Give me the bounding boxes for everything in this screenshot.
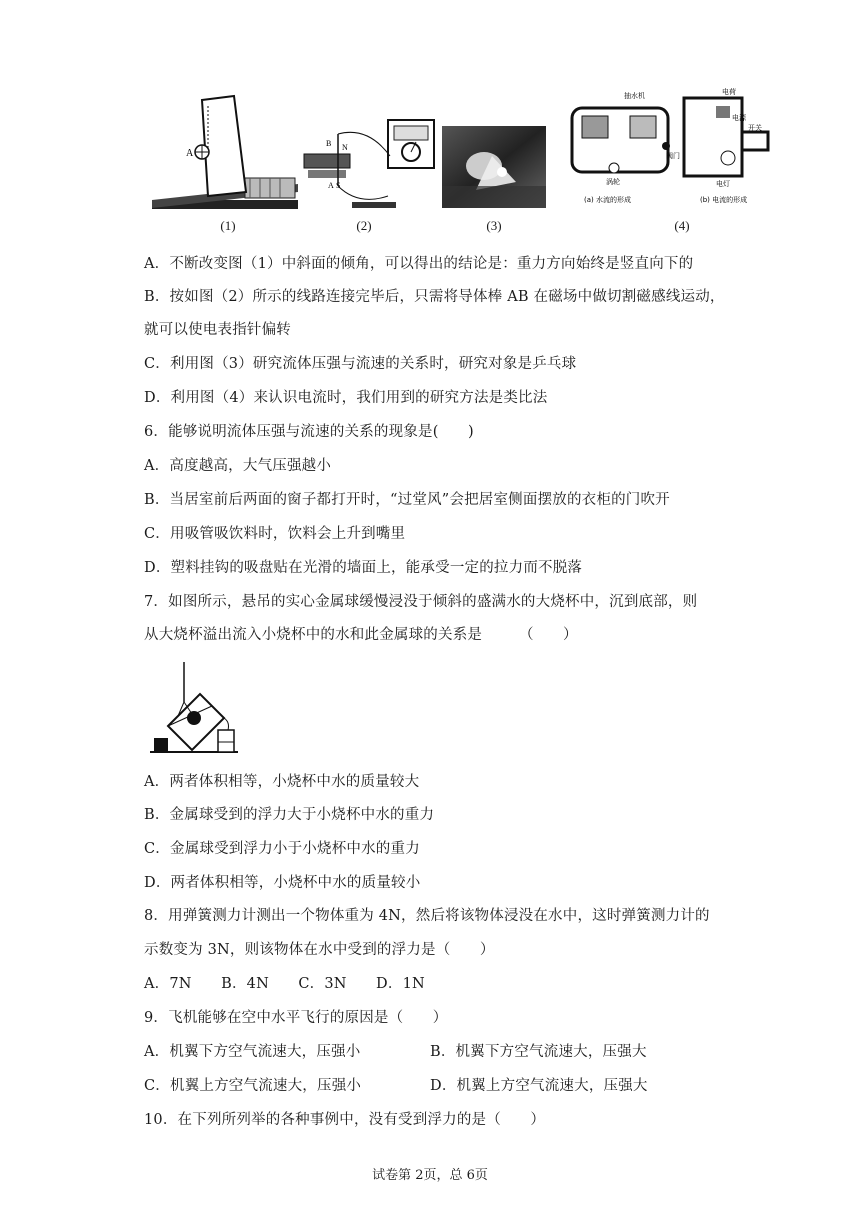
q9-stem: 9．飞机能够在空中水平飞行的原因是（ ）	[144, 1010, 448, 1026]
figure-2-galvanometer	[298, 116, 438, 216]
q9-option-b: B．机翼下方空气流速大，压强大	[430, 1044, 647, 1060]
q5-option-b-line1: B．按如图（2）所示的线路连接完毕后，只需将导体棒 AB 在磁场中做切割磁感线运动，	[144, 289, 725, 305]
q9-option-d: D．机翼上方空气流速大，压强大	[430, 1078, 648, 1094]
fig4a-caption: (a) 水流的形成	[584, 196, 631, 204]
fig1-point-label: A	[186, 148, 194, 159]
q5-option-d: D．利用图（4）来认识电流时，我们用到的研究方法是类比法	[144, 390, 548, 406]
figure-4-label: (4)	[674, 218, 690, 233]
q6-stem: 6．能够说明流体压强与流速的关系的现象是( )	[144, 424, 474, 440]
q8-stem-line1: 8．用弹簧测力计测出一个物体重为 4N，然后将该物体浸没在水中，这时弹簧测力计的	[144, 908, 710, 924]
fig4a-pump-label: 抽水机	[624, 92, 645, 100]
fig4b-switch-label: 开关	[748, 124, 762, 132]
q10-stem: 10．在下列所列举的各种事例中，没有受到浮力的是（ ）	[144, 1112, 546, 1128]
figure-1-incline	[150, 92, 300, 217]
q6-option-a: A．高度越高，大气压强越小	[144, 458, 332, 474]
figure-3-label: (3)	[486, 218, 502, 233]
fig2-label-a: A	[328, 181, 334, 190]
q5-option-a: A．不断改变图（1）中斜面的倾角，可以得出的结论是：重力方向始终是竖直向下的	[144, 256, 694, 272]
q8-stem-line2: 示数变为 3N，则该物体在水中受到的浮力是（ ）	[144, 942, 495, 958]
fig4a-valve-label: 阀门	[666, 152, 680, 160]
q7-stem-line2: 从大烧杯溢出流入小烧杯中的水和此金属球的关系是 （ ）	[144, 627, 578, 643]
fig4b-charge-label: 电荷	[722, 88, 736, 96]
q9-option-a: A．机翼下方空气流速大，压强小	[144, 1044, 361, 1060]
figure-2-label: (2)	[356, 218, 372, 233]
fig4b-caption: (b) 电流的形成	[700, 196, 748, 204]
fig4b-lamp-label: 电灯	[716, 180, 730, 188]
q6-option-c: C．用吸管吸饮料时，饮料会上升到嘴里	[144, 526, 406, 542]
q5-option-b-line2: 就可以使电表指针偏转	[144, 322, 291, 338]
figure-3-photo	[442, 126, 546, 208]
q7-option-d: D．两者体积相等，小烧杯中水的质量较小	[144, 875, 421, 891]
q7-option-c: C．金属球受到浮力小于小烧杯中水的重力	[144, 841, 420, 857]
figure-1-label: (1)	[220, 218, 236, 233]
q7-option-b: B．金属球受到的浮力大于小烧杯中水的重力	[144, 807, 435, 823]
figure-4-analogy	[566, 86, 778, 214]
fig4a-turbine-label: 涡轮	[606, 178, 620, 186]
q9-option-c: C．机翼上方空气流速大，压强小	[144, 1078, 362, 1094]
fig2-label-b: B	[326, 139, 332, 148]
q6-option-d: D．塑料挂钩的吸盘贴在光滑的墙面上，能承受一定的拉力而不脱落	[144, 560, 583, 576]
figure-strip	[0, 0, 860, 245]
q8-options: A．7N B．4N C．3N D．1N	[144, 976, 425, 992]
q5-option-c: C．利用图（3）研究流体压强与流速的关系时，研究对象是乒乓球	[144, 356, 577, 372]
fig4b-source-label: 电源	[732, 114, 746, 122]
q7-figure-beaker	[150, 660, 240, 754]
q6-option-b: B．当居室前后两面的窗子都打开时，“过堂风”会把居室侧面摆放的衣柜的门吹开	[144, 492, 670, 508]
fig2-label-n: N	[342, 143, 348, 152]
fig2-label-s: S	[336, 181, 341, 190]
q7-stem-line1: 7．如图所示，悬吊的实心金属球缓慢浸没于倾斜的盛满水的大烧杯中，沉到底部，则	[144, 594, 698, 610]
q7-option-a: A．两者体积相等，小烧杯中水的质量较大	[144, 774, 420, 790]
page-footer: 试卷第 2页，总 6页	[372, 1168, 488, 1183]
